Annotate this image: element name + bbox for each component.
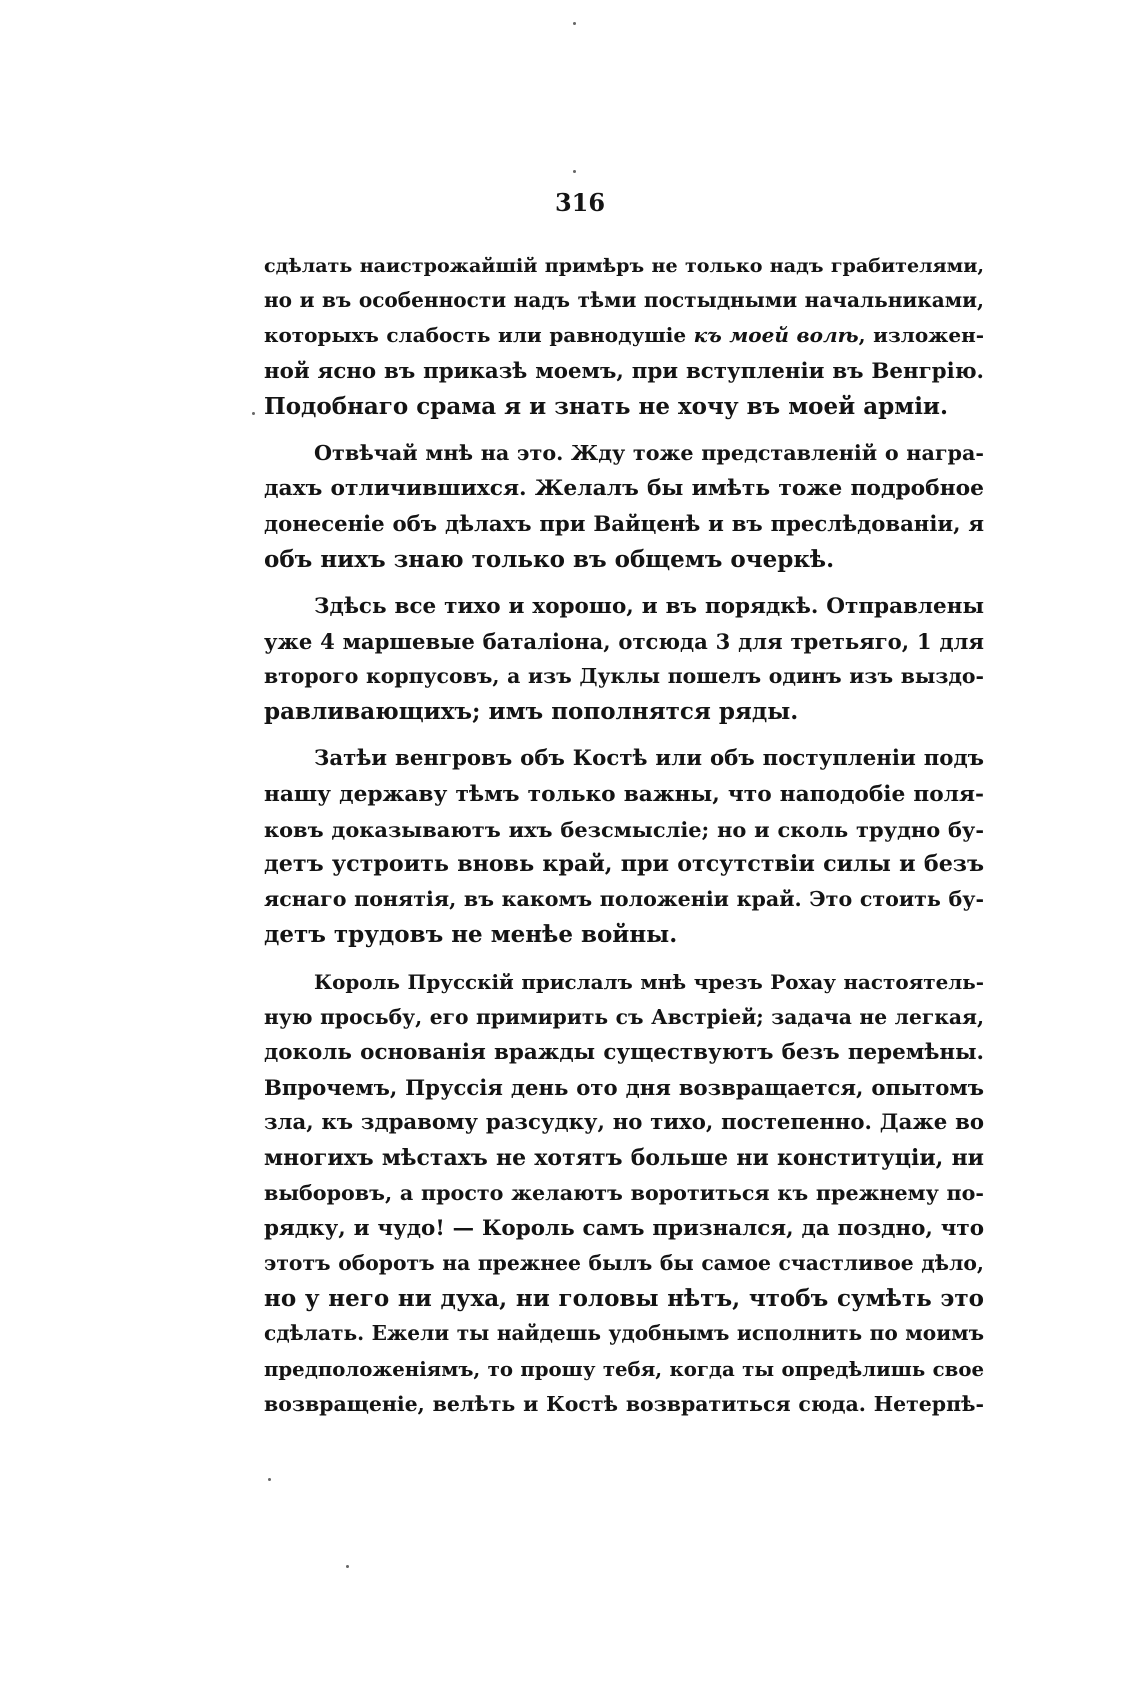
dust-speck [346,1565,349,1568]
text-line: этотъ оборотъ на прежнее былъ бы самое счастливое дѣло, [264,1251,984,1276]
text-line: ковъ доказываютъ ихъ безсмысліе; но и сколь трудно бу- [264,816,984,842]
text-line: дахъ отличившихся. Желалъ бы имѣть тоже подробное [264,476,984,502]
text-line: Впрочемъ, Пруссія день ото дня возвращается, опытомъ [264,1075,984,1101]
dust-speck [573,22,576,25]
text-line: Отвѣчай мнѣ на это. Жду тоже представленій о награ- [314,440,984,465]
paragraph-1 [264,248,984,424]
text-line: детъ устроить вновь край, при отсутствіи силы и безъ [264,851,984,877]
page-number: 316 [554,188,606,217]
paragraph-5 [264,965,984,1422]
dust-speck [573,170,576,173]
text-line: Здѣсь все тихо и хорошо, и въ порядкѣ. Отправлены [314,593,984,619]
text-line: детъ трудовъ не менѣе войны. [264,921,678,949]
text-line: нашу державу тѣмъ только важны, что наподобіе поля- [264,781,984,807]
text-line: яснаго понятія, въ какомъ положеніи край. Это стоить бу- [264,887,984,912]
text-line: ную просьбу, его примирить съ Австріей; задача не легкая, [264,1004,984,1029]
page-body [264,248,984,1422]
text-line: сдѣлать. Ежели ты найдешь удобнымъ исполнить по моимъ [264,1321,984,1346]
text-line: но у него ни духа, ни головы нѣтъ, чтобъ сумѣть это [264,1285,984,1313]
paragraph-3 [264,589,984,730]
text-line: Подобнаго срама я и знать не хочу въ моей арміи. [264,392,948,420]
text-line: зла, къ здравому разсудку, но тихо, постепенно. Даже во [264,1110,984,1136]
text-line: но и въ особенности надъ тѣми постыдными начальниками, [264,288,984,313]
text-line: второго корпусовъ, а изъ Дуклы пошелъ одинъ изъ выздо- [264,664,984,689]
dust-speck [268,1478,271,1481]
text-line: уже 4 маршевые баталіона, отсюда 3 для третьяго, 1 для [264,628,984,654]
text-line: доколь основанія вражды существуютъ безъ перемѣны. [264,1039,984,1065]
dust-speck [252,412,255,415]
text-line: объ нихъ знаю только въ общемъ очеркѣ. [264,545,835,573]
italic-phrase: къ моей волѣ [693,323,859,348]
text-line: Затѣи венгровъ объ Костѣ или объ поступленіи подъ [314,746,984,772]
paragraph-2 [264,436,984,577]
paragraph-4 [264,741,984,952]
text-line: сдѣлать наистрожайшій примѣръ не только надъ грабителями, [264,254,984,277]
text-line: Король Прусскій прислалъ мнѣ чрезъ Рохау настоятель- [314,969,984,994]
text-line: предположеніямъ, то прошу тебя, когда ты опредѣлишь свое [264,1357,984,1381]
text-line: выборовъ, а просто желаютъ воротиться къ прежнему по- [264,1180,984,1205]
text-line-with-italic: которыхъ слабость или равнодушіе къ моей волѣ, изложен- [264,323,985,348]
text-line: рядку, и чудо! — Король самъ признался, да поздно, что [264,1215,984,1241]
text-line: возвращеніе, велѣть и Костѣ возвратиться сюда. Нетерпѣ- [264,1391,984,1416]
text-line: многихъ мѣстахъ не хотятъ больше ни конституціи, ни [264,1144,984,1171]
text-line: ной ясно въ приказѣ моемъ, при вступленіи въ Венгрію. [264,358,984,384]
text-line: равливающихъ; имъ пополнятся ряды. [264,698,799,726]
text-line: донесеніе объ дѣлахъ при Вайценѣ и въ преслѣдованіи, я [264,511,984,537]
